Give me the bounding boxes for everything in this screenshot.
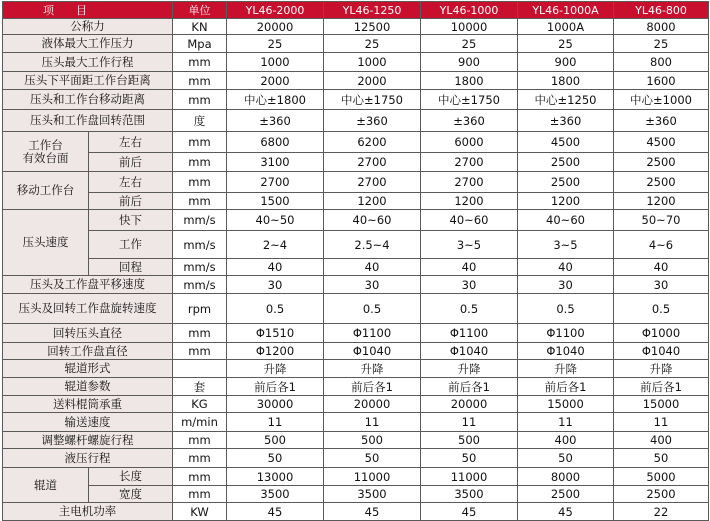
unit-cell: mm bbox=[173, 90, 227, 110]
value-cell: 30 bbox=[614, 276, 709, 294]
unit-cell: mm bbox=[173, 486, 227, 503]
value-cell: 3500 bbox=[421, 486, 518, 503]
unit-cell: mm bbox=[173, 153, 227, 172]
value-cell: 2700 bbox=[227, 172, 324, 193]
table-row bbox=[3, 19, 709, 35]
value-cell: 2~4 bbox=[227, 231, 324, 259]
table-row bbox=[3, 486, 709, 503]
row-label: 辊道参数 bbox=[3, 378, 173, 396]
value-cell: 30 bbox=[421, 276, 518, 294]
value-cell: 900 bbox=[518, 53, 614, 72]
table-row bbox=[3, 172, 709, 193]
row-label: 压头下平面距工作台距离 bbox=[3, 72, 173, 90]
value-cell: 2.5~4 bbox=[324, 231, 421, 259]
row-sub-label: 宽度 bbox=[89, 486, 173, 503]
table-row bbox=[3, 276, 709, 294]
value-cell: 40~60 bbox=[421, 210, 518, 231]
value-cell: 0.5 bbox=[518, 294, 614, 324]
table-row bbox=[3, 72, 709, 90]
value-cell: 4500 bbox=[518, 132, 614, 153]
value-cell: 0.5 bbox=[324, 294, 421, 324]
value-cell: 中心±1250 bbox=[518, 90, 614, 110]
header-model: YL46-1000A bbox=[518, 2, 614, 19]
value-cell: 30000 bbox=[227, 396, 324, 413]
table-row bbox=[3, 413, 709, 432]
unit-cell bbox=[173, 360, 227, 378]
header-model: YL46-1000 bbox=[421, 2, 518, 19]
row-label: 压头最大工作行程 bbox=[3, 53, 173, 72]
value-cell: ±360 bbox=[324, 110, 421, 132]
unit-cell: m/min bbox=[173, 413, 227, 432]
row-group-label: 压头速度 bbox=[3, 210, 89, 276]
value-cell: Φ1100 bbox=[421, 324, 518, 343]
value-cell: 升降 bbox=[227, 360, 324, 378]
value-cell: 2700 bbox=[421, 172, 518, 193]
value-cell: 0.5 bbox=[614, 294, 709, 324]
header-model: YL46-800 bbox=[614, 2, 709, 19]
value-cell: ±360 bbox=[421, 110, 518, 132]
value-cell: 50 bbox=[324, 449, 421, 468]
value-cell: 前后各1 bbox=[614, 378, 709, 396]
value-cell: 3500 bbox=[227, 486, 324, 503]
row-label: 输送速度 bbox=[3, 413, 173, 432]
value-cell: 800 bbox=[614, 53, 709, 72]
value-cell: 2500 bbox=[614, 172, 709, 193]
value-cell: 30 bbox=[227, 276, 324, 294]
value-cell: 45 bbox=[421, 503, 518, 521]
value-cell: 45 bbox=[324, 503, 421, 521]
value-cell: 4500 bbox=[614, 132, 709, 153]
table-row bbox=[3, 193, 709, 210]
value-cell: 25 bbox=[614, 35, 709, 53]
value-cell: 40 bbox=[421, 259, 518, 276]
value-cell: 40~60 bbox=[324, 210, 421, 231]
row-label: 主电机功率 bbox=[3, 503, 173, 521]
value-cell: 11000 bbox=[421, 468, 518, 486]
value-cell: Φ1200 bbox=[227, 343, 324, 360]
value-cell: 50 bbox=[227, 449, 324, 468]
row-sub-label: 工作 bbox=[89, 231, 173, 259]
value-cell: 3~5 bbox=[518, 231, 614, 259]
value-cell: 2700 bbox=[421, 153, 518, 172]
value-cell: 40 bbox=[324, 259, 421, 276]
value-cell: 2500 bbox=[518, 172, 614, 193]
value-cell: Φ1040 bbox=[421, 343, 518, 360]
row-label: 压头和工作盘回转范围 bbox=[3, 110, 173, 132]
value-cell: 15000 bbox=[518, 396, 614, 413]
value-cell: 8000 bbox=[518, 468, 614, 486]
table-row bbox=[3, 343, 709, 360]
value-cell: 50 bbox=[421, 449, 518, 468]
table-row bbox=[3, 259, 709, 276]
row-label: 回转压头直径 bbox=[3, 324, 173, 343]
unit-cell: mm/s bbox=[173, 231, 227, 259]
row-label: 压头和工作台移动距离 bbox=[3, 90, 173, 110]
value-cell: Φ1510 bbox=[227, 324, 324, 343]
row-label: 送料棍筒承重 bbox=[3, 396, 173, 413]
value-cell: 11000 bbox=[324, 468, 421, 486]
value-cell: 1200 bbox=[614, 193, 709, 210]
value-cell: Φ1100 bbox=[324, 324, 421, 343]
row-sub-label: 长度 bbox=[89, 468, 173, 486]
value-cell: Φ1040 bbox=[324, 343, 421, 360]
header-unit: 单位 bbox=[173, 2, 227, 19]
value-cell: 11 bbox=[324, 413, 421, 432]
value-cell: 40 bbox=[614, 259, 709, 276]
value-cell: 25 bbox=[421, 35, 518, 53]
value-cell: 3~5 bbox=[421, 231, 518, 259]
row-sub-label: 前后 bbox=[89, 153, 173, 172]
value-cell: 11 bbox=[614, 413, 709, 432]
header-item: 项 目 bbox=[3, 2, 173, 19]
value-cell: 40~60 bbox=[518, 210, 614, 231]
row-sub-label: 前后 bbox=[89, 193, 173, 210]
row-label: 液体最大工作压力 bbox=[3, 35, 173, 53]
value-cell: 25 bbox=[518, 35, 614, 53]
value-cell: 45 bbox=[227, 503, 324, 521]
unit-cell: mm bbox=[173, 72, 227, 90]
value-cell: 0.5 bbox=[227, 294, 324, 324]
unit-cell: mm bbox=[173, 468, 227, 486]
unit-cell: KG bbox=[173, 396, 227, 413]
value-cell: 0.5 bbox=[421, 294, 518, 324]
unit-cell: mm bbox=[173, 172, 227, 193]
header-model: YL46-2000 bbox=[227, 2, 324, 19]
value-cell: 8000 bbox=[614, 19, 709, 35]
row-sub-label: 左右 bbox=[89, 132, 173, 153]
value-cell: 中心±1750 bbox=[324, 90, 421, 110]
unit-cell: mm/s bbox=[173, 276, 227, 294]
value-cell: 2500 bbox=[518, 153, 614, 172]
value-cell: 6200 bbox=[324, 132, 421, 153]
value-cell: 40~50 bbox=[227, 210, 324, 231]
row-sub-label: 快下 bbox=[89, 210, 173, 231]
value-cell: 50 bbox=[614, 449, 709, 468]
value-cell: 1000 bbox=[227, 53, 324, 72]
value-cell: 中心±1000 bbox=[614, 90, 709, 110]
unit-cell: mm/s bbox=[173, 210, 227, 231]
unit-cell: Mpa bbox=[173, 35, 227, 53]
value-cell: 30 bbox=[518, 276, 614, 294]
row-label: 压头及工作盘平移速度 bbox=[3, 276, 173, 294]
value-cell: 11 bbox=[421, 413, 518, 432]
unit-cell: mm bbox=[173, 53, 227, 72]
value-cell: 25 bbox=[227, 35, 324, 53]
value-cell: 12500 bbox=[324, 19, 421, 35]
value-cell: 11 bbox=[518, 413, 614, 432]
value-cell: 20000 bbox=[227, 19, 324, 35]
value-cell: 400 bbox=[518, 432, 614, 449]
table-row bbox=[3, 210, 709, 231]
value-cell: 3100 bbox=[227, 153, 324, 172]
value-cell: 升降 bbox=[518, 360, 614, 378]
value-cell: 50~70 bbox=[614, 210, 709, 231]
table-row bbox=[3, 53, 709, 72]
value-cell: 500 bbox=[324, 432, 421, 449]
table-row bbox=[3, 432, 709, 449]
value-cell: 前后各1 bbox=[421, 378, 518, 396]
row-group-label: 移动工作台 bbox=[3, 172, 89, 210]
value-cell: 1200 bbox=[421, 193, 518, 210]
value-cell: 1000A bbox=[518, 19, 614, 35]
unit-cell: mm bbox=[173, 324, 227, 343]
table-row bbox=[3, 468, 709, 486]
value-cell: 前后各1 bbox=[227, 378, 324, 396]
value-cell: 1200 bbox=[518, 193, 614, 210]
value-cell: 1800 bbox=[518, 72, 614, 90]
table-row bbox=[3, 449, 709, 468]
value-cell: 900 bbox=[421, 53, 518, 72]
value-cell: 3500 bbox=[324, 486, 421, 503]
unit-cell: 度 bbox=[173, 110, 227, 132]
value-cell: 2500 bbox=[614, 153, 709, 172]
value-cell: 6000 bbox=[421, 132, 518, 153]
value-cell: 4~6 bbox=[614, 231, 709, 259]
table-row bbox=[3, 324, 709, 343]
row-label: 调整螺杆螺旋行程 bbox=[3, 432, 173, 449]
value-cell: Φ1000 bbox=[614, 324, 709, 343]
table-row bbox=[3, 90, 709, 110]
table-row bbox=[3, 396, 709, 413]
unit-cell: mm bbox=[173, 432, 227, 449]
value-cell: ±360 bbox=[518, 110, 614, 132]
row-label: 回转工作盘直径 bbox=[3, 343, 173, 360]
unit-cell: mm bbox=[173, 343, 227, 360]
value-cell: Φ1040 bbox=[614, 343, 709, 360]
value-cell: 2700 bbox=[324, 153, 421, 172]
value-cell: 13000 bbox=[227, 468, 324, 486]
value-cell: 中心±1800 bbox=[227, 90, 324, 110]
unit-cell: mm/s bbox=[173, 259, 227, 276]
value-cell: Φ1040 bbox=[518, 343, 614, 360]
value-cell: 升降 bbox=[324, 360, 421, 378]
value-cell: Φ1100 bbox=[518, 324, 614, 343]
row-sub-label: 回程 bbox=[89, 259, 173, 276]
value-cell: 500 bbox=[421, 432, 518, 449]
value-cell: 1800 bbox=[421, 72, 518, 90]
row-label: 公称力 bbox=[3, 19, 173, 35]
table-row bbox=[3, 378, 709, 396]
value-cell: 前后各1 bbox=[518, 378, 614, 396]
unit-cell: 套 bbox=[173, 378, 227, 396]
unit-cell: KW bbox=[173, 503, 227, 521]
value-cell: 5000 bbox=[614, 468, 709, 486]
value-cell: 前后各1 bbox=[324, 378, 421, 396]
value-cell: 400 bbox=[614, 432, 709, 449]
row-sub-label: 左右 bbox=[89, 172, 173, 193]
row-label: 压头及回转工作盘旋转速度 bbox=[3, 294, 173, 324]
value-cell: 2700 bbox=[324, 172, 421, 193]
table-row bbox=[3, 360, 709, 378]
value-cell: 500 bbox=[227, 432, 324, 449]
value-cell: 22 bbox=[614, 503, 709, 521]
value-cell: 50 bbox=[518, 449, 614, 468]
unit-cell: KN bbox=[173, 19, 227, 35]
value-cell: 1500 bbox=[227, 193, 324, 210]
value-cell: 11 bbox=[227, 413, 324, 432]
value-cell: 40 bbox=[518, 259, 614, 276]
value-cell: 2500 bbox=[614, 486, 709, 503]
value-cell: 升降 bbox=[421, 360, 518, 378]
value-cell: 1000 bbox=[324, 53, 421, 72]
table-row bbox=[3, 503, 709, 521]
value-cell: 15000 bbox=[614, 396, 709, 413]
row-group-label: 工作台 有效台面 bbox=[3, 132, 89, 172]
header-row bbox=[3, 2, 709, 19]
value-cell: 20000 bbox=[324, 396, 421, 413]
value-cell: 10000 bbox=[421, 19, 518, 35]
value-cell: 6800 bbox=[227, 132, 324, 153]
unit-cell: mm bbox=[173, 132, 227, 153]
value-cell: 25 bbox=[324, 35, 421, 53]
value-cell: 30 bbox=[324, 276, 421, 294]
spec-table bbox=[2, 1, 709, 521]
unit-cell: rpm bbox=[173, 294, 227, 324]
unit-cell: mm bbox=[173, 193, 227, 210]
value-cell: 1200 bbox=[324, 193, 421, 210]
header-model: YL46-1250 bbox=[324, 2, 421, 19]
value-cell: 升降 bbox=[614, 360, 709, 378]
table-row bbox=[3, 132, 709, 153]
value-cell: ±360 bbox=[227, 110, 324, 132]
value-cell: 20000 bbox=[421, 396, 518, 413]
table-row bbox=[3, 35, 709, 53]
table-row bbox=[3, 231, 709, 259]
value-cell: 2500 bbox=[518, 486, 614, 503]
value-cell: 40 bbox=[227, 259, 324, 276]
unit-cell: mm bbox=[173, 449, 227, 468]
value-cell: 1600 bbox=[614, 72, 709, 90]
value-cell: 2000 bbox=[324, 72, 421, 90]
value-cell: 45 bbox=[518, 503, 614, 521]
table-row bbox=[3, 153, 709, 172]
row-label: 液压行程 bbox=[3, 449, 173, 468]
value-cell: 2000 bbox=[227, 72, 324, 90]
table-row bbox=[3, 294, 709, 324]
value-cell: 中心±1750 bbox=[421, 90, 518, 110]
table-row bbox=[3, 110, 709, 132]
row-group-label: 辊道 bbox=[3, 468, 89, 503]
value-cell: ±360 bbox=[614, 110, 709, 132]
row-label: 辊道形式 bbox=[3, 360, 173, 378]
